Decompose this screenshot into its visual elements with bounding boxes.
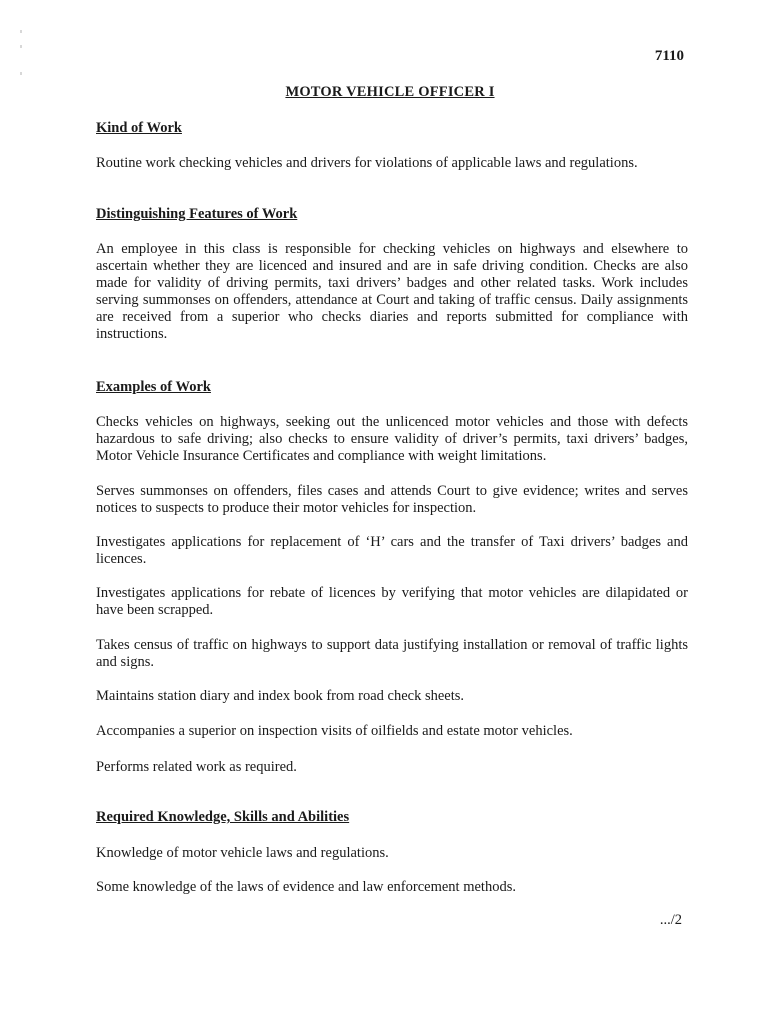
heading-kind-of-work: Kind of Work <box>96 120 182 136</box>
example-item: Investigates applications for rebate of licences by verifying that motor vehicles are dilapidated or have been scrapped. <box>96 585 688 618</box>
example-item: Investigates applications for replacement of ‘H’ cars and the transfer of Taxi drivers’ badges and licences. <box>96 534 688 567</box>
heading-required-knowledge: Required Knowledge, Skills and Abilities <box>96 809 350 825</box>
heading-distinguishing-features: Distinguishing Features of Work <box>96 206 298 222</box>
example-item: Checks vehicles on highways, seeking out the unlicenced motor vehicles and those with defects hazardous to safe driving; also checks to ensure validity of driver’s permits, taxi drivers’ badges, Motor Vehicle Insurance Certificates and compliance with weight limitations. <box>96 414 688 464</box>
scan-speck <box>20 30 22 33</box>
page-continuation: .../2 <box>659 912 682 928</box>
knowledge-item: Some knowledge of the laws of evidence and law enforcement methods. <box>96 879 516 895</box>
scan-speck <box>20 45 22 48</box>
document-title: MOTOR VEHICLE OFFICER I <box>285 84 495 100</box>
document-code: 7110 <box>654 48 684 64</box>
distinguishing-features-text: An employee in this class is responsible for checking vehicles on highways and elsewhere to ascertain whether they are licenced and insured and are in safe driving condition. Checks are also made for validity of driving permits, taxi drivers’ badges and other related tasks. Work includes serving summonses on offenders, attendance at Court and taking of traffic census. Daily assignments are received from a superior who checks diaries and reports submitted for compliance with instructions. <box>96 241 688 342</box>
knowledge-item: Knowledge of motor vehicle laws and regulations. <box>96 845 389 861</box>
example-item: Serves summonses on offenders, files cases and attends Court to give evidence; writes and serves notices to suspects to produce their motor vehicles for inspection. <box>96 483 688 516</box>
example-item: Performs related work as required. <box>96 759 297 775</box>
example-item: Accompanies a superior on inspection visits of oilfields and estate motor vehicles. <box>96 723 573 739</box>
example-item: Maintains station diary and index book from road check sheets. <box>96 688 465 704</box>
scan-speck <box>20 72 22 75</box>
heading-examples-of-work: Examples of Work <box>96 379 211 395</box>
example-item: Takes census of traffic on highways to support data justifying installation or removal of traffic lights and signs. <box>96 637 688 670</box>
kind-of-work-text: Routine work checking vehicles and drivers for violations of applicable laws and regulations. <box>96 155 638 171</box>
